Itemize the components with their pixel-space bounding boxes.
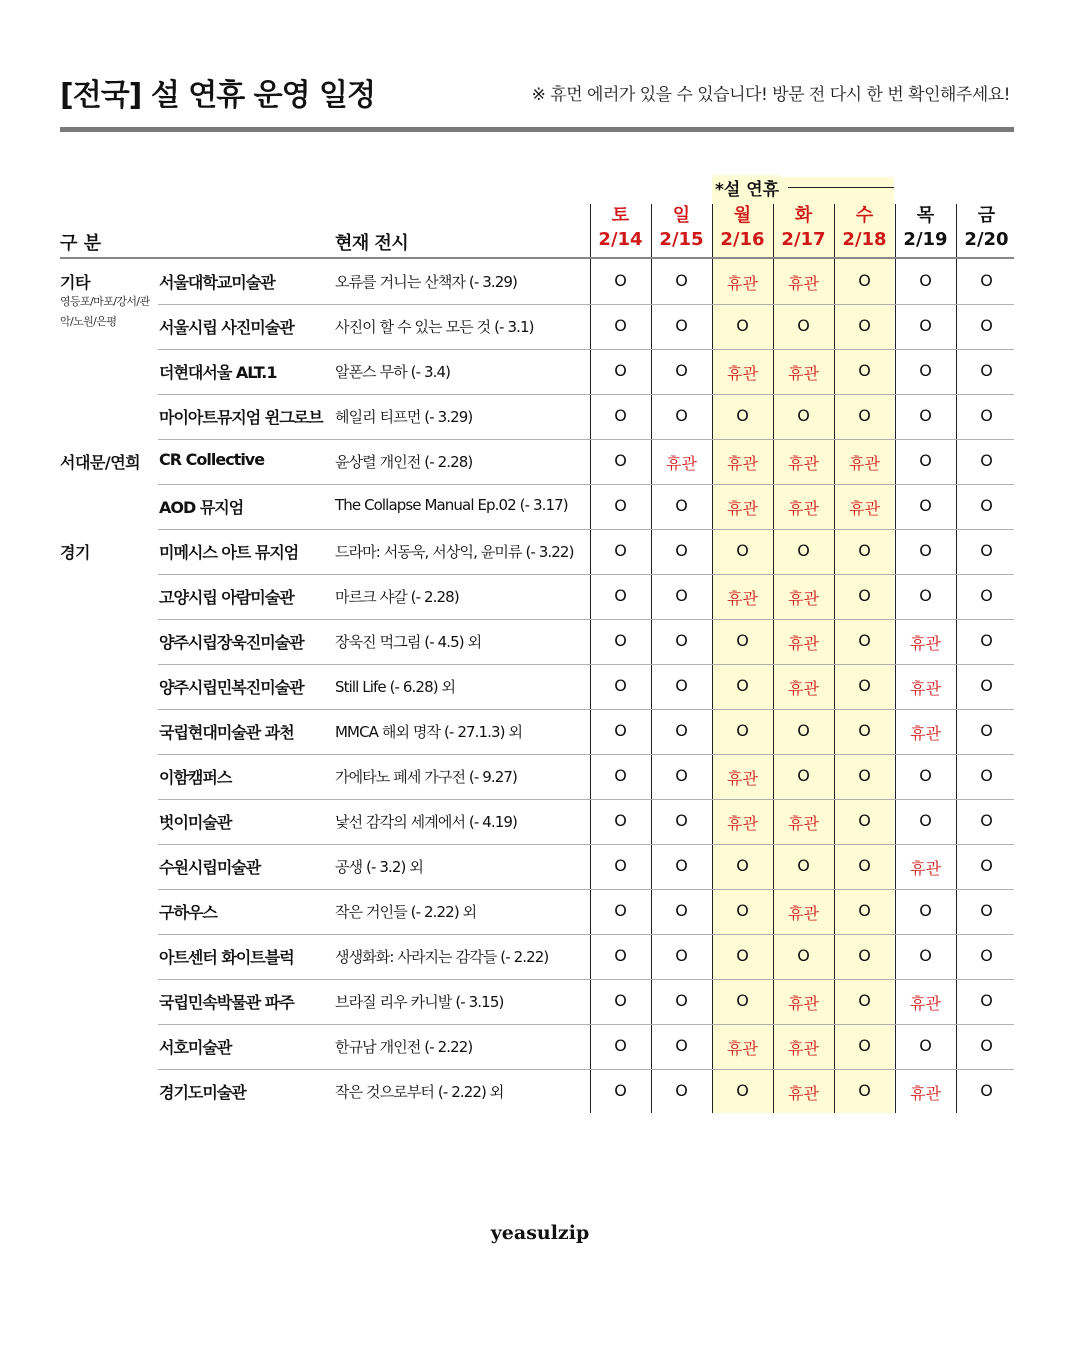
status-cell: O: [614, 361, 627, 380]
status-cell: O: [736, 406, 749, 425]
day-header: [590, 204, 651, 252]
day-date: 2/20: [964, 229, 1009, 250]
day-header: [712, 204, 773, 252]
notice-text: ※ 휴먼 에러가 있을 수 있습니다! 방문 전 다시 한 번 확인해주세요!: [531, 85, 1010, 105]
status-cell: O: [980, 1036, 993, 1055]
row-divider: [158, 439, 1014, 440]
day-date: 2/14: [598, 229, 643, 250]
venue-name: 국립민속박물관 파주: [159, 993, 294, 1012]
status-cell: 휴관: [727, 1039, 758, 1058]
row-divider: [158, 754, 1014, 755]
status-cell: O: [614, 316, 627, 335]
status-cell: O: [736, 1081, 749, 1100]
column-divider: [895, 204, 896, 1113]
status-cell: O: [858, 1081, 871, 1100]
header-underline: [60, 257, 1014, 259]
status-cell: O: [858, 946, 871, 965]
day-header: [834, 204, 895, 252]
exhibition-title: 가에타노 페세 가구전 (- 9.27): [335, 768, 517, 786]
status-cell: O: [797, 316, 810, 335]
day-header: [651, 204, 712, 252]
exhibition-title: 생생화화: 사라지는 감각들 (- 2.22): [335, 948, 549, 966]
region-label: 경기: [60, 543, 90, 562]
status-cell: O: [980, 721, 993, 740]
exhibition-title: 브라질 리우 카니발 (- 3.15): [335, 993, 504, 1011]
status-cell: 휴관: [910, 1084, 941, 1103]
status-cell: O: [736, 721, 749, 740]
status-cell: O: [919, 316, 932, 335]
status-cell: O: [919, 406, 932, 425]
status-cell: O: [614, 586, 627, 605]
status-cell: O: [614, 451, 627, 470]
column-divider: [956, 204, 957, 1113]
day-of-week: 금: [977, 205, 996, 226]
status-cell: O: [736, 541, 749, 560]
status-cell: 휴관: [788, 589, 819, 608]
day-of-week: 목: [916, 205, 935, 226]
status-cell: O: [980, 856, 993, 875]
status-cell: O: [614, 541, 627, 560]
exhibition-title: Still Life (- 6.28) 외: [335, 678, 456, 696]
status-cell: O: [797, 721, 810, 740]
column-divider: [712, 204, 713, 1113]
status-cell: O: [614, 496, 627, 515]
status-cell: O: [736, 901, 749, 920]
status-cell: O: [797, 766, 810, 785]
venue-name: 고양시립 아람미술관: [159, 588, 294, 607]
status-cell: O: [614, 901, 627, 920]
status-cell: O: [736, 676, 749, 695]
venue-name: 마이아트뮤지엄 윈그로브: [159, 408, 323, 427]
status-cell: 휴관: [910, 724, 941, 743]
status-cell: 휴관: [666, 454, 697, 473]
status-cell: 휴관: [788, 679, 819, 698]
region-sublabel: 영등포/마포/강서/관악/노원/은평: [60, 295, 150, 328]
status-cell: 휴관: [788, 364, 819, 383]
column-divider: [773, 204, 774, 1113]
status-cell: O: [980, 811, 993, 830]
status-cell: 휴관: [727, 769, 758, 788]
status-cell: 휴관: [788, 454, 819, 473]
venue-name: 국립현대미술관 과천: [159, 723, 294, 742]
status-cell: O: [919, 496, 932, 515]
status-cell: O: [919, 361, 932, 380]
status-cell: O: [980, 1081, 993, 1100]
exhibition-title: 작은 것으로부터 (- 2.22) 외: [335, 1083, 504, 1101]
status-cell: O: [858, 586, 871, 605]
status-cell: 휴관: [727, 454, 758, 473]
venue-name: 구하우스: [159, 903, 217, 922]
column-header-category: 구 분: [60, 233, 102, 254]
status-cell: 휴관: [849, 499, 880, 518]
exhibition-title: The Collapse Manual Ep.02 (- 3.17): [335, 496, 568, 514]
status-cell: O: [919, 271, 932, 290]
exhibition-title: 장욱진 먹그림 (- 4.5) 외: [335, 633, 482, 651]
status-cell: O: [675, 676, 688, 695]
status-cell: O: [675, 946, 688, 965]
status-cell: O: [736, 316, 749, 335]
holiday-label-line: [788, 187, 894, 188]
status-cell: O: [980, 676, 993, 695]
status-cell: O: [675, 271, 688, 290]
row-divider: [158, 709, 1014, 710]
status-cell: O: [980, 316, 993, 335]
status-cell: 휴관: [788, 904, 819, 923]
status-cell: O: [614, 766, 627, 785]
day-header: [956, 204, 1017, 252]
status-cell: O: [675, 721, 688, 740]
exhibition-title: 헤일리 티프먼 (- 3.29): [335, 408, 473, 426]
status-cell: O: [675, 541, 688, 560]
day-date: 2/19: [903, 229, 948, 250]
status-cell: 휴관: [788, 274, 819, 293]
status-cell: O: [675, 856, 688, 875]
status-cell: O: [858, 676, 871, 695]
status-cell: O: [675, 1036, 688, 1055]
exhibition-title: 드라마: 서동욱, 서상익, 윤미류 (- 3.22): [335, 543, 574, 561]
status-cell: 휴관: [727, 274, 758, 293]
status-cell: O: [675, 991, 688, 1010]
status-cell: O: [797, 856, 810, 875]
venue-name: 수원시립미술관: [159, 858, 261, 877]
status-cell: O: [614, 406, 627, 425]
status-cell: O: [980, 271, 993, 290]
status-cell: O: [980, 406, 993, 425]
row-divider: [158, 349, 1014, 350]
status-cell: O: [858, 316, 871, 335]
exhibition-title: 공생 (- 3.2) 외: [335, 858, 423, 876]
status-cell: O: [919, 946, 932, 965]
status-cell: O: [858, 631, 871, 650]
status-cell: O: [919, 766, 932, 785]
venue-name: AOD 뮤지엄: [159, 498, 244, 517]
status-cell: O: [858, 406, 871, 425]
title-divider: [60, 127, 1014, 132]
status-cell: O: [858, 361, 871, 380]
day-of-week: 화: [794, 205, 813, 226]
venue-name: CR Collective: [159, 450, 265, 469]
column-header-exhibition: 현재 전시: [335, 233, 409, 254]
status-cell: O: [736, 991, 749, 1010]
status-cell: 휴관: [727, 499, 758, 518]
row-divider: [158, 574, 1014, 575]
status-cell: 휴관: [788, 1084, 819, 1103]
exhibition-title: 마르크 샤갈 (- 2.28): [335, 588, 459, 606]
status-cell: O: [614, 721, 627, 740]
venue-name: 더현대서울 ALT.1: [159, 363, 277, 382]
region-label: 서대문/연희: [60, 453, 141, 472]
day-of-week: 일: [672, 205, 691, 226]
status-cell: O: [858, 721, 871, 740]
status-cell: O: [919, 541, 932, 560]
column-divider: [651, 204, 652, 1113]
exhibition-title: 윤상렬 개인전 (- 2.28): [335, 453, 473, 471]
footer-signature: yeasulzip: [490, 1222, 590, 1244]
day-of-week: 수: [855, 205, 874, 226]
status-cell: O: [675, 361, 688, 380]
status-cell: O: [614, 991, 627, 1010]
row-divider: [158, 394, 1014, 395]
status-cell: 휴관: [788, 1039, 819, 1058]
page-title: [전국] 설 연휴 운영 일정: [60, 78, 376, 113]
row-divider: [158, 1024, 1014, 1025]
status-cell: 휴관: [788, 814, 819, 833]
status-cell: O: [919, 1036, 932, 1055]
status-cell: O: [919, 586, 932, 605]
status-cell: 휴관: [849, 454, 880, 473]
status-cell: O: [736, 631, 749, 650]
status-cell: O: [980, 901, 993, 920]
status-cell: O: [919, 811, 932, 830]
status-cell: O: [858, 541, 871, 560]
venue-name: 미메시스 아트 뮤지엄: [159, 543, 299, 562]
venue-name: 서울대학교미술관: [159, 273, 275, 292]
status-cell: O: [614, 1036, 627, 1055]
venue-name: 양주시립장욱진미술관: [159, 633, 304, 652]
status-cell: 휴관: [727, 814, 758, 833]
status-cell: 휴관: [788, 634, 819, 653]
row-divider: [158, 664, 1014, 665]
exhibition-title: 낯선 감각의 세계에서 (- 4.19): [335, 813, 517, 831]
status-cell: O: [980, 586, 993, 605]
status-cell: O: [858, 856, 871, 875]
status-cell: O: [858, 991, 871, 1010]
holiday-label: *설 연휴: [713, 175, 781, 200]
day-header: [773, 204, 834, 252]
status-cell: 휴관: [788, 499, 819, 518]
status-cell: O: [736, 856, 749, 875]
row-divider: [158, 934, 1014, 935]
exhibition-title: 한규남 개인전 (- 2.22): [335, 1038, 473, 1056]
status-cell: 휴관: [910, 994, 941, 1013]
status-cell: O: [675, 316, 688, 335]
row-divider: [158, 304, 1014, 305]
exhibition-title: 사진이 할 수 있는 모든 것 (- 3.1): [335, 318, 534, 336]
status-cell: O: [675, 811, 688, 830]
status-cell: 휴관: [910, 859, 941, 878]
day-date: 2/18: [842, 229, 887, 250]
status-cell: O: [980, 766, 993, 785]
row-divider: [158, 484, 1014, 485]
status-cell: 휴관: [910, 634, 941, 653]
status-cell: 휴관: [727, 364, 758, 383]
status-cell: O: [980, 631, 993, 650]
status-cell: O: [797, 406, 810, 425]
status-cell: O: [980, 946, 993, 965]
status-cell: O: [858, 766, 871, 785]
day-header: [895, 204, 956, 252]
venue-name: 이함캠퍼스: [159, 768, 232, 787]
exhibition-title: 알폰스 무하 (- 3.4): [335, 363, 451, 381]
status-cell: O: [675, 496, 688, 515]
status-cell: O: [858, 271, 871, 290]
status-cell: O: [614, 946, 627, 965]
status-cell: O: [919, 451, 932, 470]
column-divider: [834, 204, 835, 1113]
status-cell: O: [614, 631, 627, 650]
status-cell: O: [614, 811, 627, 830]
status-cell: O: [919, 901, 932, 920]
venue-name: 아트센터 화이트블럭: [159, 948, 294, 967]
venue-name: 벗이미술관: [159, 813, 232, 832]
status-cell: O: [675, 901, 688, 920]
status-cell: O: [797, 541, 810, 560]
venue-name: 경기도미술관: [159, 1083, 246, 1102]
status-cell: O: [736, 946, 749, 965]
row-divider: [158, 1069, 1014, 1070]
day-of-week: 토: [611, 205, 630, 226]
status-cell: O: [980, 541, 993, 560]
status-cell: O: [675, 631, 688, 650]
row-divider: [158, 619, 1014, 620]
row-divider: [158, 529, 1014, 530]
day-date: 2/17: [781, 229, 826, 250]
venue-name: 양주시립민복진미술관: [159, 678, 304, 697]
status-cell: 휴관: [910, 679, 941, 698]
status-cell: O: [614, 676, 627, 695]
exhibition-title: 작은 거인들 (- 2.22) 외: [335, 903, 477, 921]
status-cell: O: [614, 856, 627, 875]
status-cell: O: [858, 1036, 871, 1055]
day-date: 2/15: [659, 229, 704, 250]
status-cell: O: [614, 271, 627, 290]
day-of-week: 월: [733, 205, 752, 226]
status-cell: O: [980, 496, 993, 515]
exhibition-title: MMCA 해외 명작 (- 27.1.3) 외: [335, 723, 523, 741]
region-label: 기타: [60, 273, 90, 292]
row-divider: [158, 799, 1014, 800]
row-divider: [158, 889, 1014, 890]
status-cell: O: [980, 451, 993, 470]
status-cell: O: [675, 406, 688, 425]
status-cell: O: [675, 586, 688, 605]
status-cell: 휴관: [727, 589, 758, 608]
status-cell: O: [980, 991, 993, 1010]
status-cell: O: [858, 901, 871, 920]
status-cell: 휴관: [788, 994, 819, 1013]
status-cell: O: [980, 361, 993, 380]
day-date: 2/16: [720, 229, 765, 250]
venue-name: 서울시립 사진미술관: [159, 318, 294, 337]
column-divider: [590, 204, 591, 1113]
status-cell: O: [675, 1081, 688, 1100]
status-cell: O: [675, 766, 688, 785]
venue-name: 서호미술관: [159, 1038, 232, 1057]
status-cell: O: [797, 946, 810, 965]
row-divider: [158, 979, 1014, 980]
status-cell: O: [614, 1081, 627, 1100]
status-cell: O: [858, 811, 871, 830]
row-divider: [158, 844, 1014, 845]
exhibition-title: 오류를 거니는 산책자 (- 3.29): [335, 273, 517, 291]
